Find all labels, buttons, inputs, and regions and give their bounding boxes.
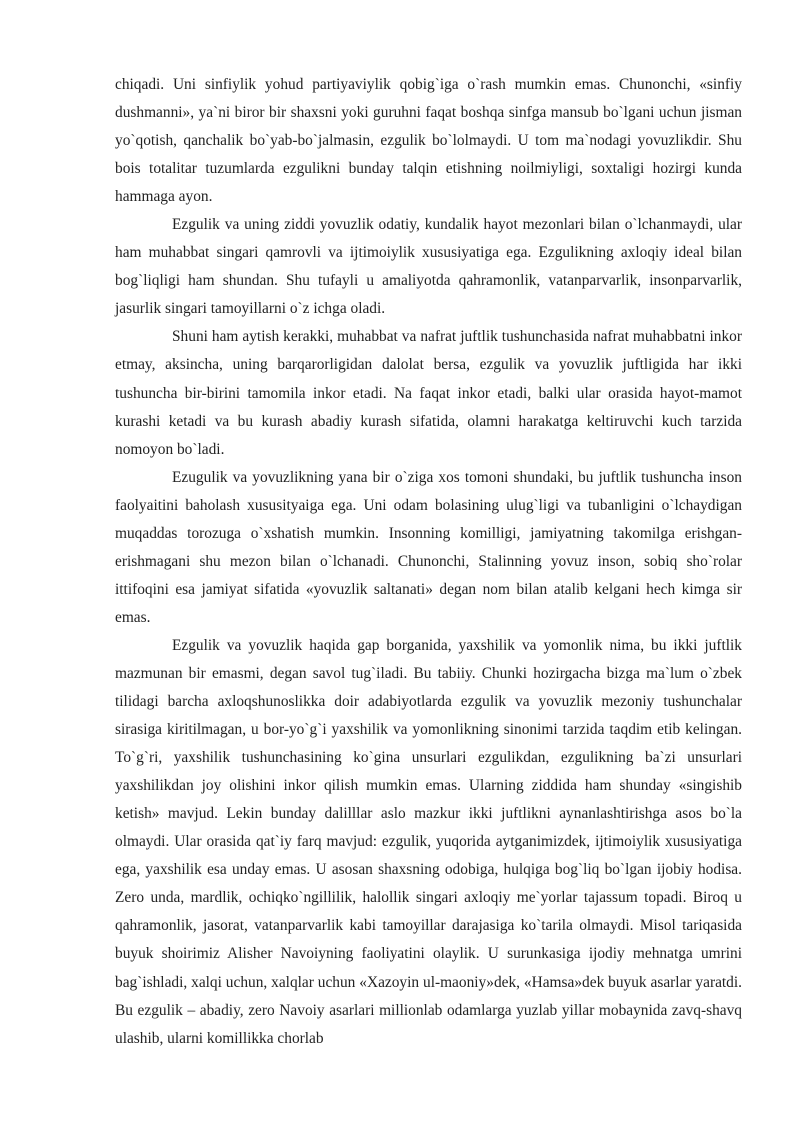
paragraph: Ezgulik va uning ziddi yovuzlik odatiy, kundalik hayot mezonlari bilan o`lchanmaydi, ular ham muhabbat singari qamrovli va ijtimoiylik xususiyatiga ega. Ezgulikning axloqiy ideal bilan bog`liqligi ham shundan. Shu tufayli u amaliyotda qahramonlik, vatanparvarlik, insonparvarlik, jasurlik singari tamoyillarni o`z ichga oladi. (115, 216, 742, 318)
paragraph: chiqadi. Uni sinfiylik yohud partiyaviylik qobig`iga o`rash mumkin emas. Chunonchi, «sinfiy dushmanni», ya`ni biror bir shaxsni yoki guruhni faqat boshqa sinfga mansub bo`lgani uchun jisman yo`qotish, qanchalik bo`yab-bo`jalmasin, ezgulik bo`lolmaydi. U tom ma`nodagi yovuzlikdir. Shu bois totalitar tuzumlarda ezgulikni bunday talqin etishning noilmiyligi, soxtaligi hozirgi kunda hammaga ayon. (115, 76, 742, 206)
paragraph: Shuni ham aytish kerakki, muhabbat va nafrat juftlik tushunchasida nafrat muhabbatni inkor etmay, aksincha, uning barqarorligidan dalolat bersa, ezgulik va yovuzlik juftligida har ikki tushuncha bir-birini tamomila inkor etadi. Na faqat inkor etadi, balki ular orasida hayot-mamot kurashi ketadi va bu kurash abadiy kurash sifatida, olamni harakatga keltiruvchi kuch tarzida nomoyon bo`ladi. (115, 328, 742, 458)
paragraph: Ezugulik va yovuzlikning yana bir o`ziga xos tomoni shundaki, bu juftlik tushuncha inson faolyaitini baholash xususityaiga ega. Uni odam bolasining ulug`ligi va tubanligini o`lchaydigan muqaddas torozuga o`xshatish mumkin. Insonning komilligi, jamiyatning takomilga erishgan-erishmagani shu mezon bilan o`lchanadi. Chunonchi, Stalinning yovuz inson, sobiq sho`rolar ittifoqini esa jamiyat sifatida «yovuzlik saltanati» degan nom bilan atalib kelgani hech kimga sir emas. (115, 468, 742, 626)
body-text (115, 71, 742, 1053)
paragraph: Ezgulik va yovuzlik haqida gap borganida, yaxshilik va yomonlik nima, bu ikki juftlik mazmunan bir emasmi, degan savol tug`iladi. Bu tabiiy. Chunki hozirgacha bizga ma`lum o`zbek tilidagi barcha axloqshunoslikka doir adabiyotlarda ezgulik va yovuzlik mezoniy tushunchalar sirasiga kiritilmagan, u bor-yo`g`i yaxshilik va yomonlikning sinonimi tarzida taqdim etib kelingan. To`g`ri, yaxshilik tushunchasining ko`gina unsurlari ezgulikdan, ezgulikning ba`zi unsurlari yaxshilikdan joy olishini inkor qilish mumkin emas. Ularning ziddida ham shunday «singishib ketish» mavjud. Lekin bunday dalilllar aslo mazkur ikki juftlikni aynanlashtirishga asos bo`la olmaydi. Ular orasida qat`iy farq mavjud: ezgulik, yuqorida aytganimizdek, ijtimoiylik xususiyatiga ega, yaxshilik esa unday emas. U asosan shaxsning odobiga, hulqiga bog`liq bo`lgan ijobiy hodisa. Zero unda, mardlik, ochiqko`ngillilik, halollik singari axloqiy me`yorlar tajassum topadi. Biroq u qahramonlik, jasorat, vatanparvarlik kabi tamoyillar darajasiga ko`tarila olmaydi. Misol tariqasida buyuk shoirimiz Alisher Navoiyning faoliyatini olaylik. U surunkasiga ijodiy mehnatga umrini bag`ishladi, xalqi uchun, xalqlar uchun «Xazoyin ul-maoniy»dek, «Hamsa»dek buyuk asarlar yaratdi. Bu ezgulik – abadiy, zero Navoiy asarlari millionlab odamlarga yuzlab yillar mobaynida zavq-shavq ulashib, ularni komillikka chorlab (115, 636, 742, 1047)
